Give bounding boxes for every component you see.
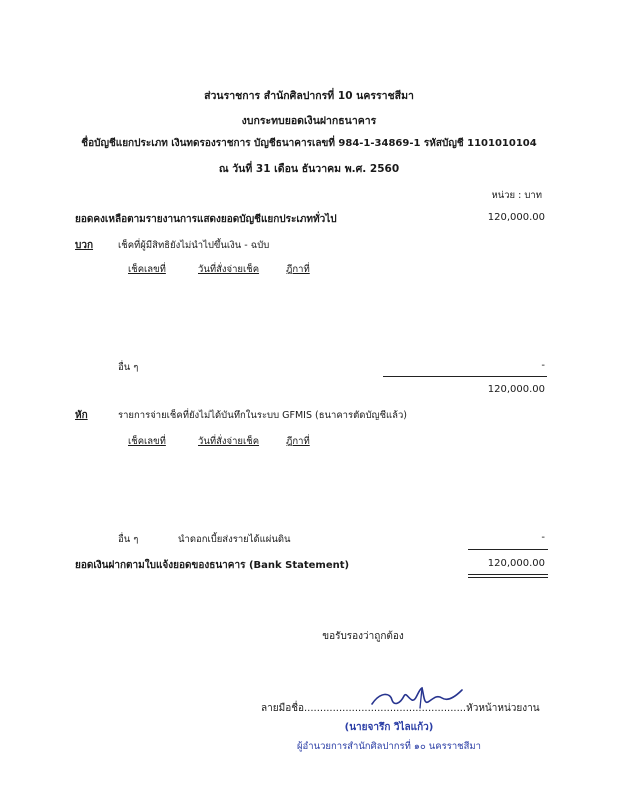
closing-balance-amount: 120,000.00 <box>487 558 545 569</box>
signature-position: หัวหน้าหน่วยงาน <box>466 703 540 714</box>
header-line-3: ชื่อบัญชีแยกประเภท เงินทดรองราชการ บัญชีธนาคารเลขที่ 984-1-34869-1 รหัสบัญชี 1101010104 <box>81 138 537 149</box>
signature-prefix: ลายมือชื่อ <box>261 703 304 714</box>
add-col-cheque-date: วันที่สั่งจ่ายเช็ค <box>198 264 260 275</box>
add-col-voucher-no: ฎีกาที่ <box>286 264 310 275</box>
opening-balance-amount: 120,000.00 <box>487 212 545 223</box>
add-col-cheque-no: เช็คเลขที่ <box>128 264 166 275</box>
deduct-col-cheque-no: เช็คเลขที่ <box>128 436 166 447</box>
header-line-4: ณ วันที่ 31 เดือน ธันวาคม พ.ศ. 2560 <box>218 163 400 175</box>
closing-double-rule-2 <box>468 577 548 578</box>
deduct-section-desc: รายการจ่ายเช็คที่ยังไม่ได้บันทึกในระบบ GFMIS (ธนาคารตัดบัญชีแล้ว) <box>118 410 408 421</box>
certify-text: ขอรับรองว่าถูกต้อง <box>322 631 404 642</box>
header-line-1: ส่วนราชการ สำนักศิลปากรที่ 10 นครราชสีมา <box>204 90 414 102</box>
deduct-other-label: อื่น ๆ <box>118 534 139 545</box>
signer-name: (นายจารึก วิไลแก้ว) <box>344 722 434 733</box>
signature-dots: ................................................... <box>304 703 467 714</box>
closing-balance-label: ยอดเงินฝากตามใบแจ้งยอดของธนาคาร (Bank Statement) <box>75 560 350 571</box>
unit-label: หน่วย : บาท <box>491 190 542 201</box>
add-section-desc: เช็คที่ผู้มีสิทธิยังไม่นำไปขึ้นเงิน - ฉบับ <box>118 240 270 251</box>
deduct-other-desc: นำดอกเบี้ยส่งรายได้แผ่นดิน <box>178 534 291 545</box>
signer-title: ผู้อำนวยการสำนักศิลปากรที่ ๑๐ นครราชสีมา <box>296 741 482 752</box>
subtotal-rule <box>383 376 547 377</box>
deduct-col-cheque-date: วันที่สั่งจ่ายเช็ค <box>198 436 260 447</box>
closing-double-rule-1 <box>468 574 548 575</box>
signature-line <box>261 701 540 716</box>
deduct-section-title: หัก <box>75 410 88 421</box>
closing-top-rule <box>468 549 548 550</box>
deduct-other-amount: - <box>541 532 545 543</box>
add-other-label: อื่น ๆ <box>118 362 139 373</box>
deduct-col-voucher-no: ฎีกาที่ <box>286 436 310 447</box>
opening-balance-label: ยอดคงเหลือตามรายงานการแสดงยอดบัญชีแยกประเภททั่วไป <box>75 214 337 225</box>
add-section-title: บวก <box>75 240 94 251</box>
add-other-amount: - <box>541 360 545 371</box>
header-line-2: งบกระทบยอดเงินฝากธนาคาร <box>241 115 377 127</box>
add-subtotal-amount: 120,000.00 <box>487 384 545 395</box>
